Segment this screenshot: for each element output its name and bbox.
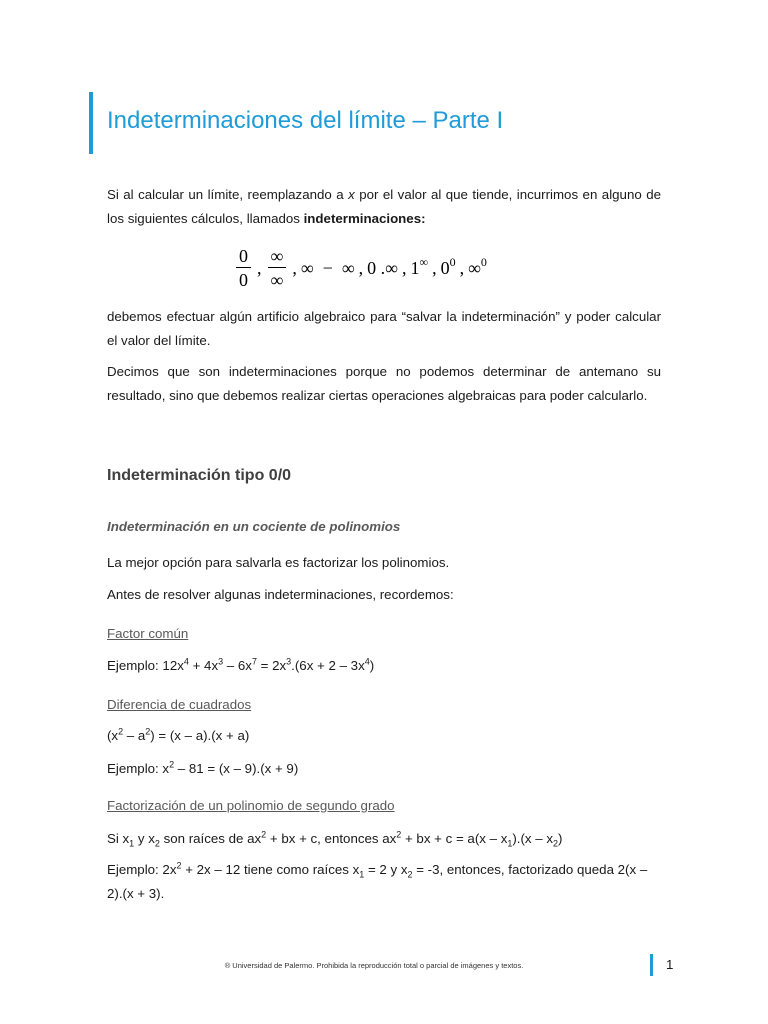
- term-inf-to-zero: ∞$^0$: [468, 254, 487, 278]
- intro-text-a: Si al calcular un límite, reemplazando a: [107, 187, 349, 202]
- formula-comma: ,: [459, 257, 465, 278]
- intro-text-b: por el valor al que tiende, incurrimos en alguno de los siguientes cálculos, llamados: [107, 187, 661, 226]
- intro-paragraph-1: [107, 183, 661, 231]
- diferencia-cuadrados-example: Ejemplo: $x^2 - 81 = (x - 9).(x + 9)$: [107, 759, 299, 776]
- fraction-numerator: ∞: [268, 247, 287, 268]
- section-line-2: Antes de resolver algunas indeterminaciones, recordemos:: [107, 587, 454, 602]
- formula-comma: ,: [292, 257, 297, 278]
- formula-comma: ,: [358, 257, 364, 278]
- term-one-to-inf: 1∞: [410, 254, 429, 278]
- intro-paragraph-2: debemos efectuar algún artificio algebraico para “salvar la indeterminación” y poder calcular el valor del límite.: [107, 309, 661, 348]
- intro-variable-x: x: [348, 187, 355, 202]
- segundo-grado-heading: Factorización de un polinomio de segundo grado: [107, 798, 395, 813]
- indeterminations-formula: [234, 245, 487, 291]
- term-zero-to-zero: $0^0$: [440, 254, 456, 278]
- intro-bold-term: indeterminaciones:: [303, 211, 426, 226]
- term-inf-minus-inf: ∞ − ∞: [300, 257, 355, 278]
- diferencia-cuadrados-formula: $(x^2 - a^2) = (x - a).(x + a)$: [107, 726, 250, 743]
- page-title: Indeterminaciones del límite – Parte I: [107, 107, 504, 134]
- fraction-zero-over-zero: [236, 247, 251, 289]
- diferencia-cuadrados-heading: Diferencia de cuadrados: [107, 697, 252, 712]
- footer-copyright: ® Universidad de Palermo. Prohibida la reproducción total o parcial de imágenes y textos.: [224, 961, 524, 970]
- segundo-grado-example: Ejemplo: $2x^2 + 2x - 12$ tiene como raíces $x_1 = 2$ y $x_2 = -3$, entonces, factorizado queda 2(x – 2).(x + 3).: [107, 860, 648, 901]
- title-accent-bar: [89, 92, 93, 154]
- fraction-denominator: 0: [239, 270, 248, 290]
- fraction-inf-over-inf: [268, 247, 287, 289]
- footer-accent-bar: [650, 954, 653, 976]
- term-zero-times-inf: 0 .∞: [367, 257, 399, 278]
- section-line-1: La mejor opción para salvarla es factorizar los polinomios.: [107, 555, 450, 570]
- factor-comun-heading: Factor común: [107, 626, 189, 641]
- section-subheading: Indeterminación en un cociente de polinomios: [107, 519, 401, 534]
- fraction-denominator: ∞: [270, 270, 284, 290]
- factor-comun-example: Ejemplo: $12x^4 + 4x^3 - 6x^7 = 2x^3.(6x + 2 - 3x^4)$: [107, 656, 375, 673]
- formula-comma: ,: [432, 257, 437, 278]
- section-heading: Indeterminación tipo 0/0: [107, 467, 292, 484]
- fraction-numerator: 0: [236, 247, 251, 268]
- formula-comma: ,: [402, 257, 407, 278]
- page-number: 1: [666, 957, 674, 972]
- intro-paragraph-3: Decimos que son indeterminaciones porque no podemos determinar de antemano su resultado, sino que debemos realizar ciertas operaciones algebraicas para poder calcularlo.: [107, 364, 661, 403]
- segundo-grado-rule: Si $x_1$ y $x_2$ son raíces de $ax^2$ + bx + c, entonces $ax^2$ + bx + $c = a(x - x_1).(x - x_2)$: [107, 829, 563, 849]
- formula-comma: ,: [257, 257, 262, 278]
